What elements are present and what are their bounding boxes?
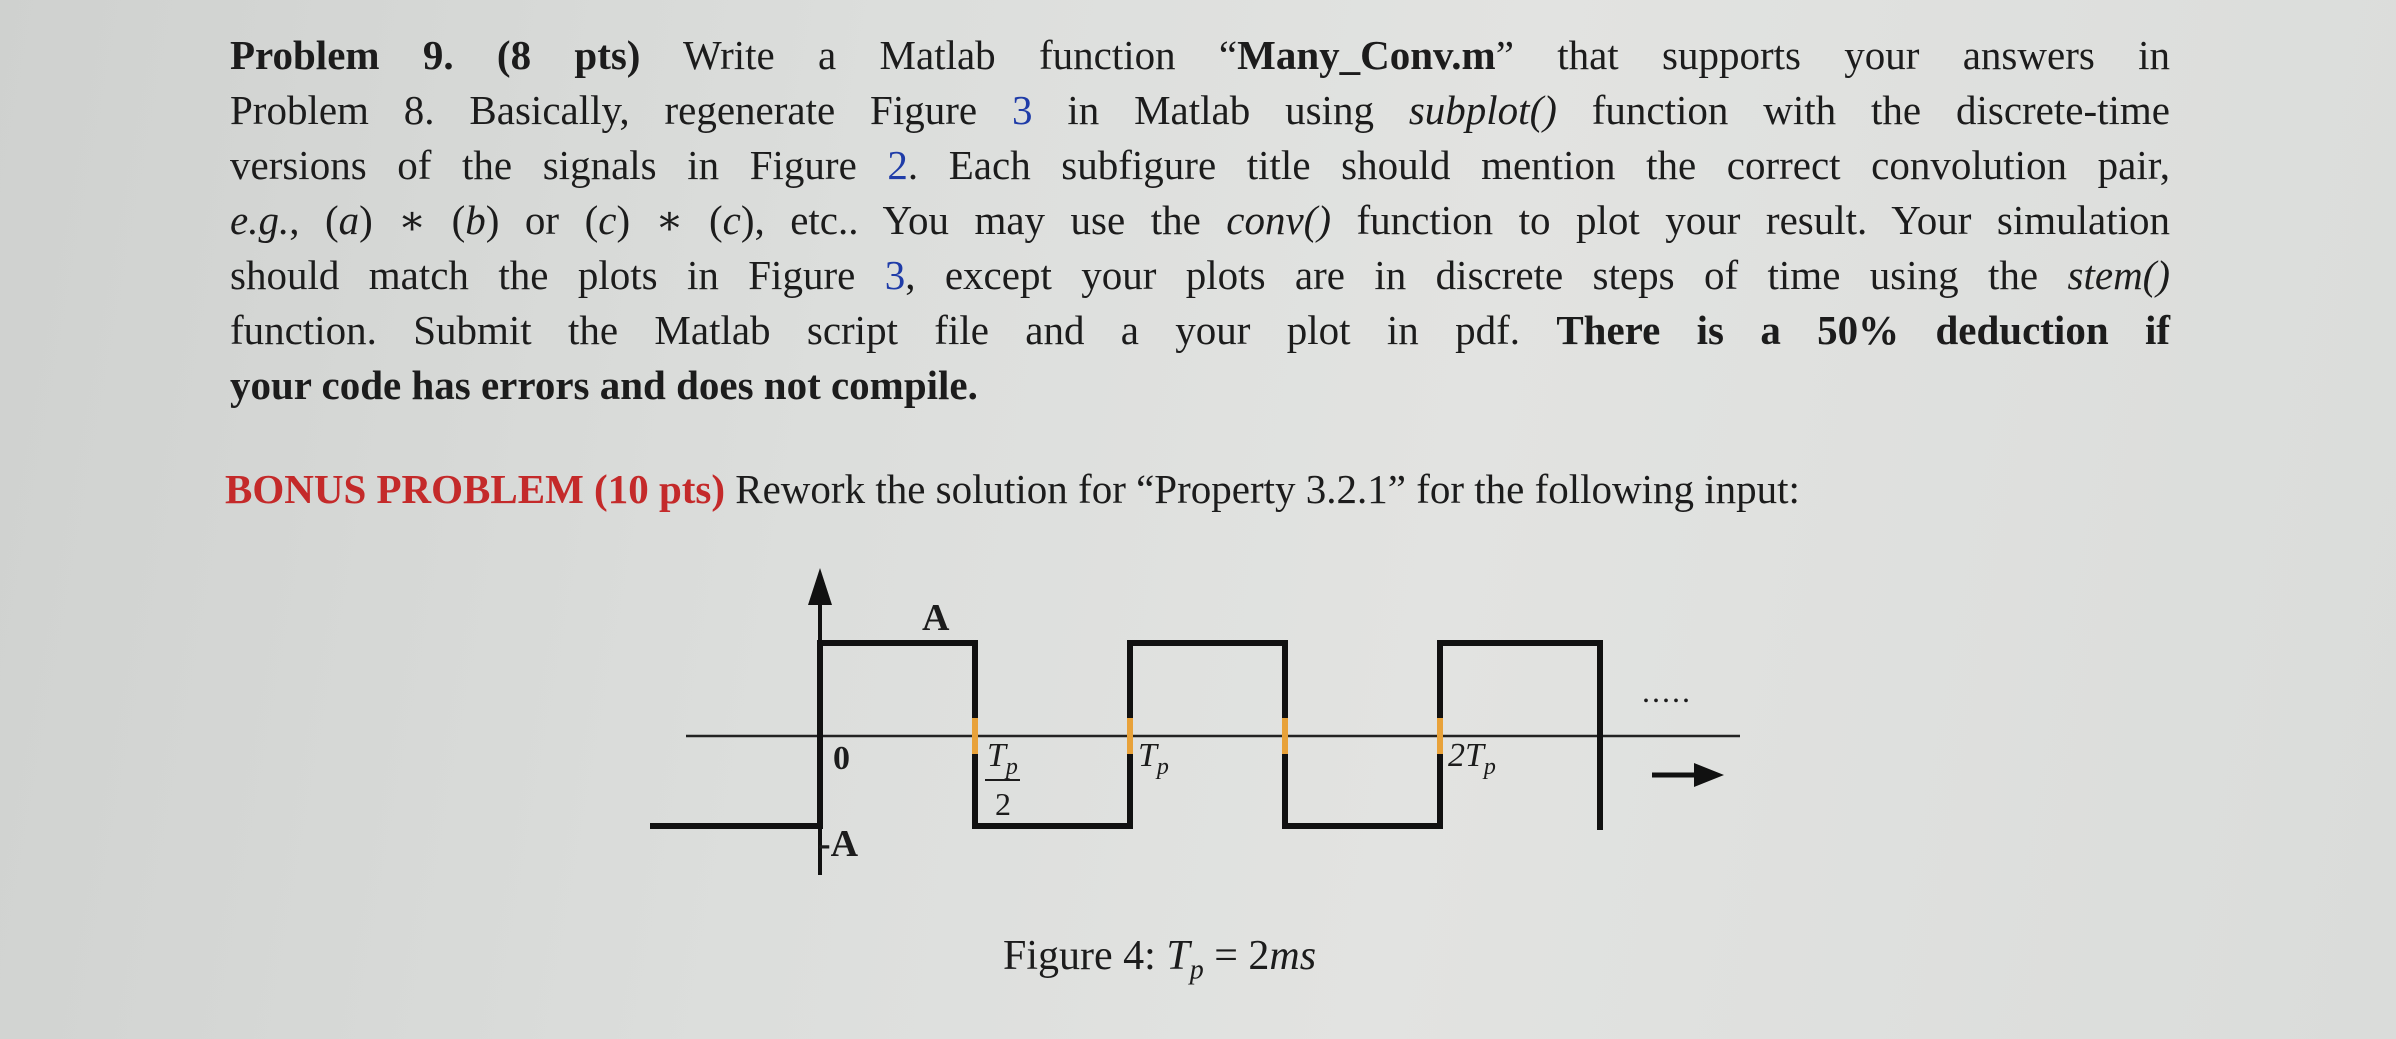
p9-text: , ( [289,197,339,243]
p9-text: Problem 8. Basically, regenerate Figure [230,87,1012,133]
var-b: b [465,197,486,243]
subplot-fn: subplot() [1408,87,1557,133]
caption-label: Figure 4: [1003,933,1167,979]
problem-9-label: Problem 9. [230,32,454,78]
figure-2-ref[interactable]: 2 [887,142,908,188]
bonus-label: BONUS PROBLEM (10 pts) [225,466,726,512]
tp-half-numerator: $T_p$ [987,737,1018,780]
amplitude-axis-arrow [808,568,832,605]
deduction-warning-cont: your code has errors and does not compile. [230,362,978,408]
p9-text: function with the discrete-time [1556,87,2170,133]
continuation-dots: ..... [1642,673,1692,709]
p9-text: ) ∗ ( [359,197,466,243]
figure-3-ref[interactable]: 3 [1011,87,1033,133]
two-tp-label: $2T_p$ [1448,737,1496,780]
caption-unit: ms [1269,933,1317,979]
p9-text: versions of the signals in Figure [230,142,888,188]
caption-sub: p [1189,954,1204,986]
function-name: Many_Conv.m [1237,32,1496,78]
stem-fn: stem() [2067,252,2170,298]
direction-arrow-head [1694,763,1724,787]
p9-text: Write a Matlab function “ [683,32,1238,78]
p9-text: ) or ( [485,197,599,243]
p9-text: . Each subfigure title should mention the correct convolution pair, [907,142,2170,188]
p9-text: ” that supports your answers in [1495,32,2171,78]
p9-text: ), etc.. You may use the [740,197,1227,243]
var-a: a [338,197,360,243]
figure-caption [1003,932,1316,986]
eg-text: e.g. [230,197,290,243]
tp-label: $T_p$ [1138,737,1169,780]
caption-eq: = 2 [1203,933,1270,979]
p9-text: should match the plots in Figure [230,252,885,298]
origin-label: 0 [833,740,850,777]
conv-fn: conv() [1226,197,1331,243]
amplitude-negative-label: -A [818,823,859,865]
caption-var: T [1166,933,1190,979]
p9-text: function to plot your result. Your simulation [1330,197,2170,243]
tp-half-denominator: 2 [995,786,1011,822]
bonus-text: Rework the solution for “Property 3.2.1” for the following input: [725,466,1800,512]
p9-text: in Matlab using [1032,87,1409,133]
var-c: c [598,197,617,243]
p9-text: ) ∗ ( [616,197,723,243]
p9-text: function. Submit the Matlab script file and a your plot in pdf. [230,307,1557,353]
problem-9-points: (8 pts) [496,32,641,78]
figure-3-ref[interactable]: 3 [884,252,906,298]
amplitude-positive-label: A [922,597,950,639]
deduction-warning: There is a 50% deduction if [1556,307,2170,353]
var-c: c [722,197,741,243]
p9-text: , except your plots are in discrete steps of time using the [905,252,2068,298]
